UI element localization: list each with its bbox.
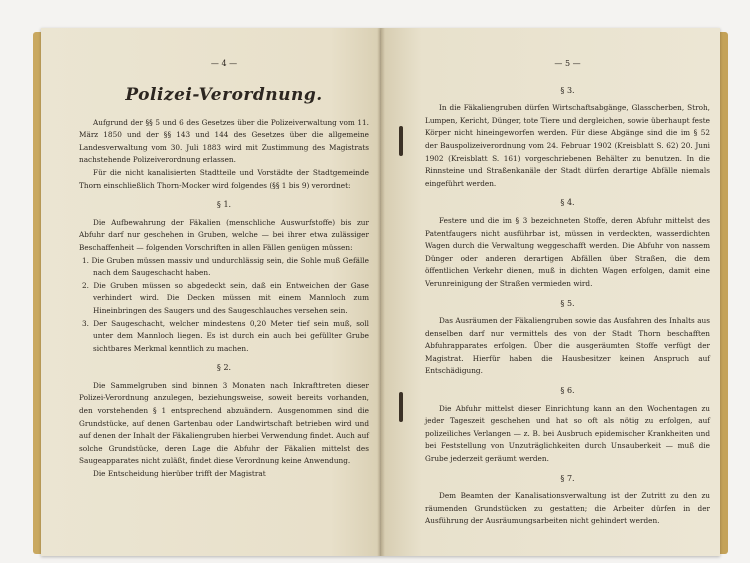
- staple-top: [399, 126, 403, 156]
- document-title: Polizei-Verordnung.: [125, 84, 323, 105]
- section-1-text: Die Aufbewahrung der Fäkalien (menschliche Auswurfstoffe) bis zur Abfuhr darf nur geschehen in Gruben, welche — bei ihrer etwa zulässiger Beschaffenheit — folgenden Vorschriften in allen Fällen genügen müssen:: [79, 217, 369, 252]
- section-heading-7: § 7.: [560, 473, 575, 483]
- list-item: 1. Die Gruben müssen massiv und undurchlässig sein, die Sohle muß Gefälle nach dem Saugeschacht haben.: [82, 255, 369, 278]
- cover-edge-right: [720, 32, 728, 554]
- scope-paragraph: Für die nicht kanalisierten Stadtteile und Vorstädte der Stadtgemeinde Thorn einschließlich Thorn-Mocker wird folgendes (§§ 1 bis 9) verordnet:: [79, 167, 369, 190]
- section-7-text: Dem Beamten der Kanalisationsverwaltung ist der Zutritt zu den zu räumenden Grundstücken zu gestatten; die Arbeiter dürfen in der Ausführung der Ausräumungsarbeiten nicht gehindert werden.: [425, 491, 710, 526]
- page-number-left: — 4 —: [210, 59, 238, 68]
- section-heading-4: § 4.: [560, 198, 575, 208]
- section-3-text: In die Fäkaliengruben dürfen Wirtschaftsabgänge, Glasscherben, Stroh, Lumpen, Kericht, Dünger, tote Tiere und dergleichen, sowie überhaupt feste Körper nicht hineingeworfen werden. Für diese Abgänge sind die im § 52 der Bauspolizeiverordnung vom 24. Februar 1902 (Kreisblatt S. 62) 20. Juni 1902 (Kreisblatt S. 161) vorgeschriebenen Behälter zu benutzen. In die Rinnsteine und Straßenkanäle der Stadt dürfen derartige Abfälle niemals eingeführt werden.: [425, 103, 710, 188]
- section-heading-5: § 5.: [560, 298, 575, 308]
- list-item: 3. Der Saugeschacht, welcher mindestens 0,20 Meter tief sein muß, soll unter dem Mannloch liegen. Es ist durch ein auch bei gefüllter Grube sichtbares Merkmal kenntlich zu machen.: [82, 318, 369, 353]
- section-heading-3: § 3.: [560, 85, 575, 95]
- section-5-text: Das Ausräumen der Fäkaliengruben sowie das Ausfahren des Inhalts aus denselben darf nur vermittels des von der Stadt Thorn beschafften Abfuhrapparates erfolgen. Über die ausgeräumten Stoffe verfügt der Magistrat. Hierfür haben die Hausbesitzer keinen Anspruch auf Entschädigung.: [425, 316, 710, 376]
- left-page-content: [79, 58, 369, 481]
- section-2-last-line: Die Entscheidung hierüber trifft der Magistrat: [93, 469, 266, 479]
- staple-bottom: [399, 392, 403, 422]
- preamble-paragraph: Aufgrund der §§ 5 und 6 des Gesetzes über die Polizeiverwaltung vom 11. März 1850 und der §§ 143 und 144 des Gesetzes über die allgemeine Landesverwaltung vom 30. Juli 1883 wird mit Zustimmung des Magistrats nachstehende Polizeiverordnung erlassen.: [79, 117, 369, 165]
- right-page-content: [425, 58, 710, 528]
- cover-edge-left: [33, 32, 41, 554]
- page-number-right: — 5 —: [554, 59, 581, 68]
- section-heading-6: § 6.: [560, 386, 575, 396]
- section-heading-2: § 2.: [216, 363, 232, 373]
- left-page: [41, 28, 381, 556]
- list-item: 2. Die Gruben müssen so abgedeckt sein, daß ein Entweichen der Gase verhindert wird. Die Decken müssen mit einem Mannloch zum Hineinbringen des Saugers und des Saugeschlauches versehen sein.: [82, 280, 369, 315]
- binding-gutter: [377, 28, 385, 556]
- open-booklet: [33, 28, 728, 556]
- section-2-text: Die Sammelgruben sind binnen 3 Monaten nach Inkrafttreten dieser Polizei-Verordnung anzulegen, beziehungsweise, soweit bereits vorhanden, den vorstehenden § 1 entsprechend abzuändern. Ausgenommen sind die Grundstücke, auf denen Gartenbau oder Landwirtschaft betrieben wird und auf denen der Inhalt der Fäkaliengruben hierbei Verwendung findet. Auch auf solche Grundstücke, deren Lage die Abfuhr der Fäkalien mittelst des Saugeapparates nicht zuläßt, findet diese Verordnung keine Anwendung.: [79, 380, 369, 466]
- section-4-text: Festere und die im § 3 bezeichneten Stoffe, deren Abfuhr mittelst des Patentfaugers nicht ausführbar ist, müssen in verdeckten, wasserdichten Wagen durch die Verwaltung weggeschafft werden. Die Abfuhr von nassem Dünger oder anderen derartigen Abfällen über Straßen, die dem öffentlichen Verkehr dienen, muß in dichten Wagen erfolgen, damit eine Verunreinigung der Straßen vermieden wird.: [425, 215, 710, 288]
- section-6-text: Die Abfuhr mittelst dieser Einrichtung kann an den Wochentagen zu jeder Tageszeit geschehen und hat so oft als nötig zu erfolgen, auf polizeiliches Verlangen — z. B. bei Ausbruch epidemischer Krankheiten und bei Feststellung von Unzuträglichkeiten durch Unsauberkeit — muß die Grube jederzeit geräumt werden.: [425, 403, 710, 464]
- right-page: [381, 28, 720, 556]
- section-heading-1: § 1.: [216, 200, 232, 210]
